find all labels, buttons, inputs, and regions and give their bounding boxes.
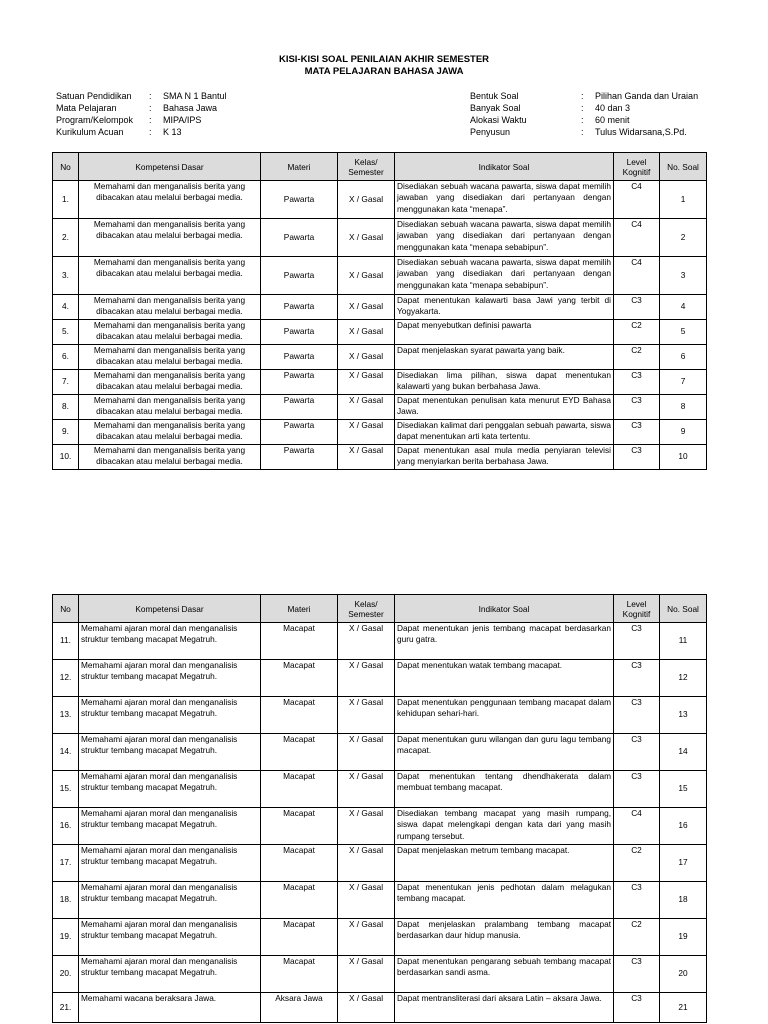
cell-no-soal: 13: [660, 697, 707, 734]
col-no-soal: No. Soal: [660, 153, 707, 181]
cell-no-soal: 20: [660, 956, 707, 993]
cell-no: 19.: [53, 919, 79, 956]
cell-no: 3.: [53, 257, 79, 295]
meta-row: [56, 126, 227, 138]
table-row: [53, 882, 707, 919]
cell-level-kognitif: C3: [614, 420, 660, 445]
col-kompetensi-dasar: Kompetensi Dasar: [79, 595, 261, 623]
cell-kompetensi-dasar: Memahami ajaran moral dan menganalisis struktur tembang macapat Megatruh.: [79, 845, 261, 882]
cell-materi: Macapat: [261, 956, 338, 993]
cell-kompetensi-dasar: Memahami dan menganalisis berita yang dibacakan atau melalui berbagai media.: [79, 181, 261, 219]
table-row: [53, 395, 707, 420]
cell-kompetensi-dasar: Memahami dan menganalisis berita yang dibacakan atau melalui berbagai media.: [79, 257, 261, 295]
meta-row: [470, 90, 698, 102]
meta-label: Alokasi Waktu: [470, 115, 527, 125]
meta-label: Bentuk Soal: [470, 91, 519, 101]
cell-kelas-semester: X / Gasal: [338, 993, 395, 1023]
table-row: [53, 219, 707, 257]
cell-level-kognitif: C3: [614, 956, 660, 993]
meta-row: [470, 126, 698, 138]
cell-materi: Pawarta: [261, 181, 338, 219]
col-level-kognitif: Level Kognitif: [614, 595, 660, 623]
cell-kelas-semester: X / Gasal: [338, 345, 395, 370]
cell-indikator-soal: Dapat menentukan guru wilangan dan guru lagu tembang macapat.: [395, 734, 614, 771]
table-row: [53, 257, 707, 295]
cell-kelas-semester: X / Gasal: [338, 808, 395, 845]
table-row: [53, 919, 707, 956]
meta-separator: :: [581, 103, 584, 113]
cell-no: 5.: [53, 320, 79, 345]
cell-no-soal: 15: [660, 771, 707, 808]
cell-no: 6.: [53, 345, 79, 370]
cell-indikator-soal: Dapat menentukan jenis pedhotan dalam melagukan tembang macapat.: [395, 882, 614, 919]
col-kompetensi-dasar: Kompetensi Dasar: [79, 153, 261, 181]
cell-no: 15.: [53, 771, 79, 808]
cell-indikator-soal: Dapat menjelaskan pralambang tembang macapat berdasarkan daur hidup manusia.: [395, 919, 614, 956]
cell-no-soal: 10: [660, 445, 707, 470]
cell-no-soal: 9: [660, 420, 707, 445]
cell-kompetensi-dasar: Memahami ajaran moral dan menganalisis struktur tembang macapat Megatruh.: [79, 771, 261, 808]
cell-materi: Pawarta: [261, 395, 338, 420]
cell-indikator-soal: Disediakan sebuah wacana pawarta, siswa dapat memilih jawaban yang disediakan dari pertanyaan dengan menggunakan kata “menapa”.: [395, 181, 614, 219]
cell-level-kognitif: C3: [614, 993, 660, 1023]
cell-indikator-soal: Disediakan sebuah wacana pawarta, siswa dapat memilih jawaban yang disediakan dari pertanyaan dengan menggunakan kata “menapa sebabipun”.: [395, 257, 614, 295]
table-row: [53, 320, 707, 345]
cell-kelas-semester: X / Gasal: [338, 219, 395, 257]
cell-no: 20.: [53, 956, 79, 993]
cell-no-soal: 7: [660, 370, 707, 395]
cell-level-kognitif: C4: [614, 808, 660, 845]
cell-kelas-semester: X / Gasal: [338, 845, 395, 882]
cell-kelas-semester: X / Gasal: [338, 919, 395, 956]
cell-kelas-semester: X / Gasal: [338, 660, 395, 697]
col-no: No: [53, 595, 79, 623]
cell-materi: Macapat: [261, 919, 338, 956]
cell-no-soal: 3: [660, 257, 707, 295]
meta-value: MIPA/IPS: [163, 115, 202, 125]
cell-kelas-semester: X / Gasal: [338, 370, 395, 395]
col-level-kognitif: Level Kognitif: [614, 153, 660, 181]
cell-materi: Pawarta: [261, 219, 338, 257]
meta-separator: :: [149, 127, 152, 137]
cell-no: 13.: [53, 697, 79, 734]
col-materi: Materi: [261, 153, 338, 181]
col-indikator-soal: Indikator Soal: [395, 595, 614, 623]
cell-kelas-semester: X / Gasal: [338, 623, 395, 660]
cell-no: 11.: [53, 623, 79, 660]
col-kelas-semester: Kelas/ Semester: [338, 153, 395, 181]
cell-no-soal: 19: [660, 919, 707, 956]
cell-kompetensi-dasar: Memahami ajaran moral dan menganalisis struktur tembang macapat Megatruh.: [79, 808, 261, 845]
cell-kompetensi-dasar: Memahami wacana beraksara Jawa.: [79, 993, 261, 1023]
cell-materi: Pawarta: [261, 295, 338, 320]
cell-no: 4.: [53, 295, 79, 320]
meta-value: Pilihan Ganda dan Uraian: [595, 91, 699, 101]
cell-no: 21.: [53, 993, 79, 1023]
cell-kelas-semester: X / Gasal: [338, 697, 395, 734]
cell-kelas-semester: X / Gasal: [338, 445, 395, 470]
cell-materi: Macapat: [261, 660, 338, 697]
cell-level-kognitif: C3: [614, 697, 660, 734]
meta-label: Penyusun: [470, 127, 511, 137]
cell-kelas-semester: X / Gasal: [338, 257, 395, 295]
cell-indikator-soal: Disediakan tembang macapat yang masih rumpang, siswa dapat melengkapi dengan kata dari yang masih rumpang tersebut.: [395, 808, 614, 845]
table-row: [53, 445, 707, 470]
cell-materi: Macapat: [261, 734, 338, 771]
meta-value: K 13: [163, 127, 182, 137]
cell-indikator-soal: Dapat menyebutkan definisi pawarta: [395, 320, 614, 345]
meta-left: [56, 90, 227, 138]
cell-kompetensi-dasar: Memahami dan menganalisis berita yang dibacakan atau melalui berbagai media.: [79, 219, 261, 257]
kisi-kisi-table-2: [52, 594, 707, 1023]
cell-level-kognitif: C3: [614, 882, 660, 919]
meta-separator: :: [581, 127, 584, 137]
cell-kompetensi-dasar: Memahami ajaran moral dan menganalisis struktur tembang macapat Megatruh.: [79, 697, 261, 734]
cell-kompetensi-dasar: Memahami dan menganalisis berita yang dibacakan atau melalui berbagai media.: [79, 370, 261, 395]
cell-indikator-soal: Disediakan kalimat dari penggalan sebuah pawarta, siswa dapat menentukan arti kata tertentu.: [395, 420, 614, 445]
cell-no: 18.: [53, 882, 79, 919]
meta-label: Mata Pelajaran: [56, 103, 117, 113]
cell-materi: Pawarta: [261, 445, 338, 470]
cell-kompetensi-dasar: Memahami ajaran moral dan menganalisis struktur tembang macapat Megatruh.: [79, 956, 261, 993]
cell-no-soal: 8: [660, 395, 707, 420]
meta-label: Kurikulum Acuan: [56, 127, 124, 137]
meta-row: [470, 102, 698, 114]
cell-indikator-soal: Dapat menentukan tentang dhendhakerata dalam membuat tembang macapat.: [395, 771, 614, 808]
cell-level-kognitif: C2: [614, 845, 660, 882]
cell-no: 14.: [53, 734, 79, 771]
cell-kompetensi-dasar: Memahami ajaran moral dan menganalisis struktur tembang macapat Megatruh.: [79, 919, 261, 956]
cell-indikator-soal: Dapat menentukan penulisan kata menurut EYD Bahasa Jawa.: [395, 395, 614, 420]
cell-no-soal: 11: [660, 623, 707, 660]
cell-kompetensi-dasar: Memahami ajaran moral dan menganalisis struktur tembang macapat Megatruh.: [79, 660, 261, 697]
meta-separator: :: [149, 115, 152, 125]
cell-kelas-semester: X / Gasal: [338, 771, 395, 808]
meta-value: Bahasa Jawa: [163, 103, 218, 113]
cell-level-kognitif: C3: [614, 395, 660, 420]
cell-kelas-semester: X / Gasal: [338, 320, 395, 345]
cell-materi: Macapat: [261, 882, 338, 919]
cell-level-kognitif: C3: [614, 771, 660, 808]
cell-no-soal: 17: [660, 845, 707, 882]
table-row: [53, 181, 707, 219]
col-kelas-semester: Kelas/ Semester: [338, 595, 395, 623]
cell-no-soal: 1: [660, 181, 707, 219]
meta-row: [470, 114, 698, 126]
cell-level-kognitif: C3: [614, 445, 660, 470]
cell-indikator-soal: Dapat menentukan asal mula media penyiaran televisi yang menyiarkan berita berbahasa Jawa.: [395, 445, 614, 470]
cell-no: 1.: [53, 181, 79, 219]
cell-no-soal: 12: [660, 660, 707, 697]
cell-materi: Macapat: [261, 771, 338, 808]
cell-no-soal: 18: [660, 882, 707, 919]
cell-no: 10.: [53, 445, 79, 470]
cell-kompetensi-dasar: Memahami ajaran moral dan menganalisis struktur tembang macapat Megatruh.: [79, 623, 261, 660]
cell-level-kognitif: C4: [614, 181, 660, 219]
cell-materi: Pawarta: [261, 370, 338, 395]
cell-indikator-soal: Dapat menentukan jenis tembang macapat berdasarkan guru gatra.: [395, 623, 614, 660]
cell-no-soal: 4: [660, 295, 707, 320]
cell-no: 16.: [53, 808, 79, 845]
meta-label: Satuan Pendidikan: [56, 91, 132, 101]
cell-no: 17.: [53, 845, 79, 882]
cell-materi: Macapat: [261, 808, 338, 845]
cell-kompetensi-dasar: Memahami dan menganalisis berita yang dibacakan atau melalui berbagai media.: [79, 345, 261, 370]
cell-materi: Macapat: [261, 623, 338, 660]
cell-no-soal: 2: [660, 219, 707, 257]
table-row: [53, 845, 707, 882]
cell-kompetensi-dasar: Memahami dan menganalisis berita yang dibacakan atau melalui berbagai media.: [79, 420, 261, 445]
cell-level-kognitif: C3: [614, 295, 660, 320]
cell-no-soal: 14: [660, 734, 707, 771]
col-indikator-soal: Indikator Soal: [395, 153, 614, 181]
cell-kelas-semester: X / Gasal: [338, 956, 395, 993]
meta-value: 40 dan 3: [595, 103, 631, 113]
cell-kelas-semester: X / Gasal: [338, 295, 395, 320]
table-row: [53, 295, 707, 320]
cell-no: 12.: [53, 660, 79, 697]
cell-indikator-soal: Dapat menentukan watak tembang macapat.: [395, 660, 614, 697]
cell-materi: Aksara Jawa: [261, 993, 338, 1023]
meta-right: [470, 90, 698, 138]
table-row: [53, 623, 707, 660]
table-row: [53, 345, 707, 370]
cell-kompetensi-dasar: Memahami dan menganalisis berita yang dibacakan atau melalui berbagai media.: [79, 295, 261, 320]
meta-separator: :: [581, 115, 584, 125]
meta-label: Program/Kelompok: [56, 115, 134, 125]
meta-label: Banyak Soal: [470, 103, 521, 113]
cell-indikator-soal: Dapat menentukan pengarang sebuah tembang macapat berdasarkan sandi asma.: [395, 956, 614, 993]
cell-kelas-semester: X / Gasal: [338, 420, 395, 445]
meta-separator: :: [581, 91, 584, 101]
table-row: [53, 420, 707, 445]
cell-kompetensi-dasar: Memahami ajaran moral dan menganalisis struktur tembang macapat Megatruh.: [79, 734, 261, 771]
cell-indikator-soal: Disediakan sebuah wacana pawarta, siswa dapat memilih jawaban yang disediakan dari pertanyaan dengan menggunakan kata “menapa sebabipun”.: [395, 219, 614, 257]
cell-indikator-soal: Dapat mentransliterasi dari aksara Latin – aksara Jawa.: [395, 993, 614, 1023]
cell-materi: Macapat: [261, 697, 338, 734]
cell-level-kognitif: C3: [614, 734, 660, 771]
cell-level-kognitif: C4: [614, 257, 660, 295]
table-row: [53, 734, 707, 771]
cell-indikator-soal: Dapat menentukan kalawarti basa Jawi yang terbit di Yogyakarta.: [395, 295, 614, 320]
cell-no: 2.: [53, 219, 79, 257]
cell-indikator-soal: Dapat menjelaskan syarat pawarta yang baik.: [395, 345, 614, 370]
table-row: [53, 370, 707, 395]
kisi-kisi-table-1: [52, 152, 707, 470]
meta-value: 60 menit: [595, 115, 630, 125]
col-no-soal: No. Soal: [660, 595, 707, 623]
cell-no-soal: 6: [660, 345, 707, 370]
cell-level-kognitif: C2: [614, 345, 660, 370]
cell-kompetensi-dasar: Memahami dan menganalisis berita yang dibacakan atau melalui berbagai media.: [79, 395, 261, 420]
cell-level-kognitif: C4: [614, 219, 660, 257]
table-row: [53, 808, 707, 845]
cell-no: 7.: [53, 370, 79, 395]
cell-kompetensi-dasar: Memahami ajaran moral dan menganalisis struktur tembang macapat Megatruh.: [79, 882, 261, 919]
cell-materi: Pawarta: [261, 420, 338, 445]
cell-kompetensi-dasar: Memahami dan menganalisis berita yang dibacakan atau melalui berbagai media.: [79, 445, 261, 470]
cell-kelas-semester: X / Gasal: [338, 181, 395, 219]
meta-row: [56, 114, 227, 126]
cell-materi: Pawarta: [261, 257, 338, 295]
meta-separator: :: [149, 91, 152, 101]
meta-row: [56, 102, 227, 114]
cell-kelas-semester: X / Gasal: [338, 882, 395, 919]
cell-level-kognitif: C2: [614, 919, 660, 956]
cell-no-soal: 21: [660, 993, 707, 1023]
meta-row: [56, 90, 227, 102]
cell-no: 8.: [53, 395, 79, 420]
cell-level-kognitif: C3: [614, 660, 660, 697]
col-materi: Materi: [261, 595, 338, 623]
cell-indikator-soal: Dapat menjelaskan metrum tembang macapat.: [395, 845, 614, 882]
cell-indikator-soal: Dapat menentukan penggunaan tembang macapat dalam kehidupan sehari-hari.: [395, 697, 614, 734]
cell-kelas-semester: X / Gasal: [338, 734, 395, 771]
table-row: [53, 956, 707, 993]
meta-value: SMA N 1 Bantul: [163, 91, 227, 101]
cell-materi: Pawarta: [261, 345, 338, 370]
table-row: [53, 697, 707, 734]
cell-kelas-semester: X / Gasal: [338, 395, 395, 420]
cell-materi: Macapat: [261, 845, 338, 882]
cell-kompetensi-dasar: Memahami dan menganalisis berita yang dibacakan atau melalui berbagai media.: [79, 320, 261, 345]
document-title-line2: MATA PELAJARAN BAHASA JAWA: [304, 66, 464, 77]
cell-level-kognitif: C2: [614, 320, 660, 345]
meta-value: Tulus Widarsana,S.Pd.: [595, 127, 687, 137]
cell-level-kognitif: C3: [614, 623, 660, 660]
cell-no: 9.: [53, 420, 79, 445]
cell-materi: Pawarta: [261, 320, 338, 345]
cell-no-soal: 5: [660, 320, 707, 345]
cell-indikator-soal: Disediakan lima pilihan, siswa dapat menentukan kalawarti yang bukan berbahasa Jawa.: [395, 370, 614, 395]
cell-level-kognitif: C3: [614, 370, 660, 395]
table-row: [53, 993, 707, 1023]
meta-separator: :: [149, 103, 152, 113]
table-row: [53, 771, 707, 808]
table-row: [53, 660, 707, 697]
col-no: No: [53, 153, 79, 181]
document-title-line1: KISI-KISI SOAL PENILAIAN AKHIR SEMESTER: [278, 54, 490, 65]
cell-no-soal: 16: [660, 808, 707, 845]
